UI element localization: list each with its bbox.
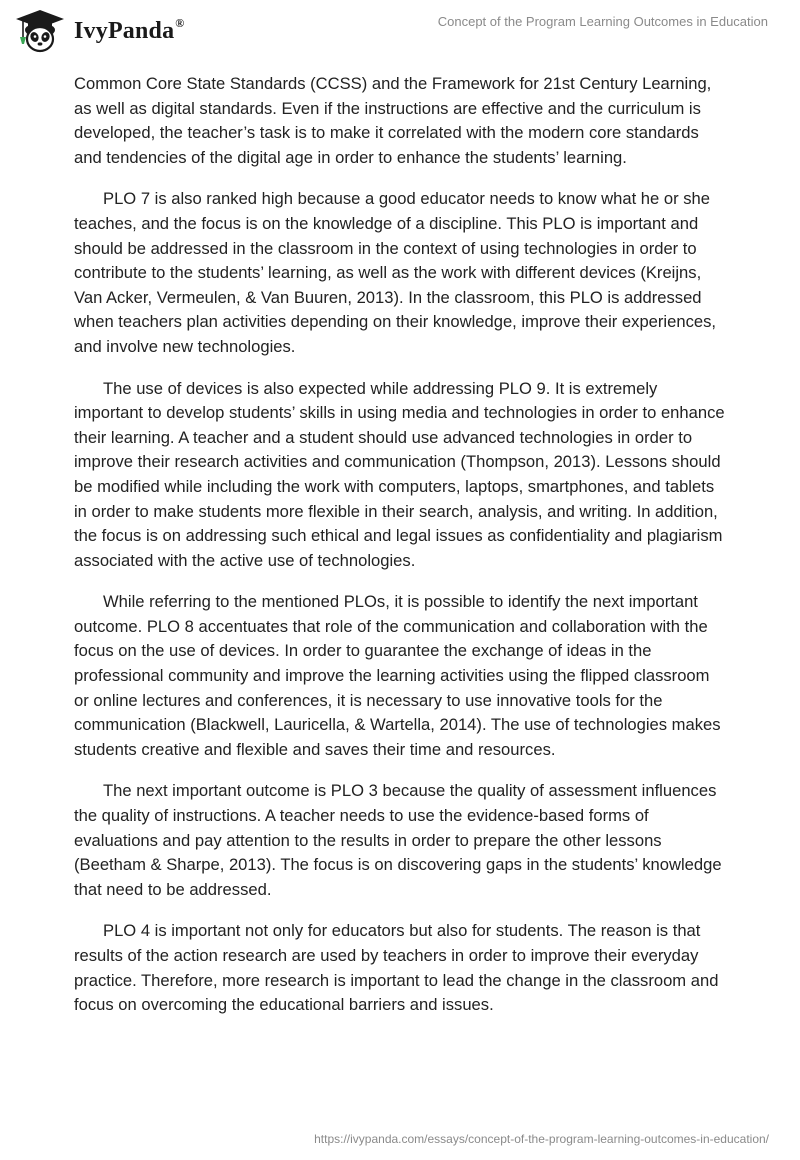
panda-graduate-icon: [14, 8, 66, 54]
paragraph-5: The next important outcome is PLO 3 because the quality of assessment influences the quality of instructions. A teacher needs to use the evidence-based forms of evaluations and pay attention to the results in order to prepare the other lessons (Beetham & Sharpe, 2013). The focus is on discovering gaps in the students’ knowledge that need to be addressed.: [74, 781, 722, 899]
paragraph-4: While referring to the mentioned PLOs, it is possible to identify the next important outcome. PLO 8 accentuates that role of the communication and collaboration with the focus on the use of devices. In order to guarantee the exchange of ideas in the professional community and improve the learning activities using the flipped classroom or online lectures and conferences, it is necessary to use innovative tools for the communication (Blackwell, Lauricella, & Wartella, 2014). The use of technologies makes students creative and flexible and saves their time and resources.: [74, 592, 721, 759]
document-title: Concept of the Program Learning Outcomes in Education: [437, 14, 768, 29]
essay-body: [74, 72, 726, 1035]
registered-mark: ®: [175, 15, 185, 30]
paragraph-2: PLO 7 is also ranked high because a good educator needs to know what he or she teaches, and the focus is on the knowledge of a discipline. This PLO is important and should be addressed in the classroom in the context of using technologies in order to contribute to the students’ learning, as well as the work with different devices (Kreijns, Van Acker, Vermeulen, & Van Buuren, 2013). In the classroom, this PLO is addressed when teachers plan activities depending on their knowledge, improve their experiences, and involve new technologies.: [74, 189, 717, 356]
source-url[interactable]: https://ivypanda.com/essays/concept-of-the-program-learning-outcomes-in-education/: [314, 1132, 769, 1146]
page-header: [0, 0, 800, 62]
ivypanda-logo[interactable]: [14, 8, 184, 54]
paragraph-6: PLO 4 is important not only for educators but also for students. The reason is that results of the action research are used by teachers in order to improve their everyday practice. Therefore, more research is important to lead the change in the classroom and focus on overcoming the educational barriers and issues.: [74, 921, 719, 1015]
paragraph-3: The use of devices is also expected while addressing PLO 9. It is extremely important to develop students’ skills in using media and technologies in order to enhance their learning. A teacher and a student should use advanced technologies in order to improve their research activities and communication (Thompson, 2013). Lessons should be modified while including the work with computers, laptops, smartphones, and tablets in order to make students more flexible in their search, analysis, and writing. In addition, the focus is on addressing such ethical and legal issues as confidentiality and plagiarism associated with the active use of technologies.: [74, 378, 725, 570]
logo-text: IvyPanda®: [74, 15, 185, 44]
paragraph-1: Common Core State Standards (CCSS) and the Framework for 21st Century Learning, as well as digital standards. Even if the instructions are effective and the curriculum is developed, the teacher’s task is to make it correlated with the modern core standards and tendencies of the digital age in order to enhance the students’ learning.: [74, 74, 712, 167]
